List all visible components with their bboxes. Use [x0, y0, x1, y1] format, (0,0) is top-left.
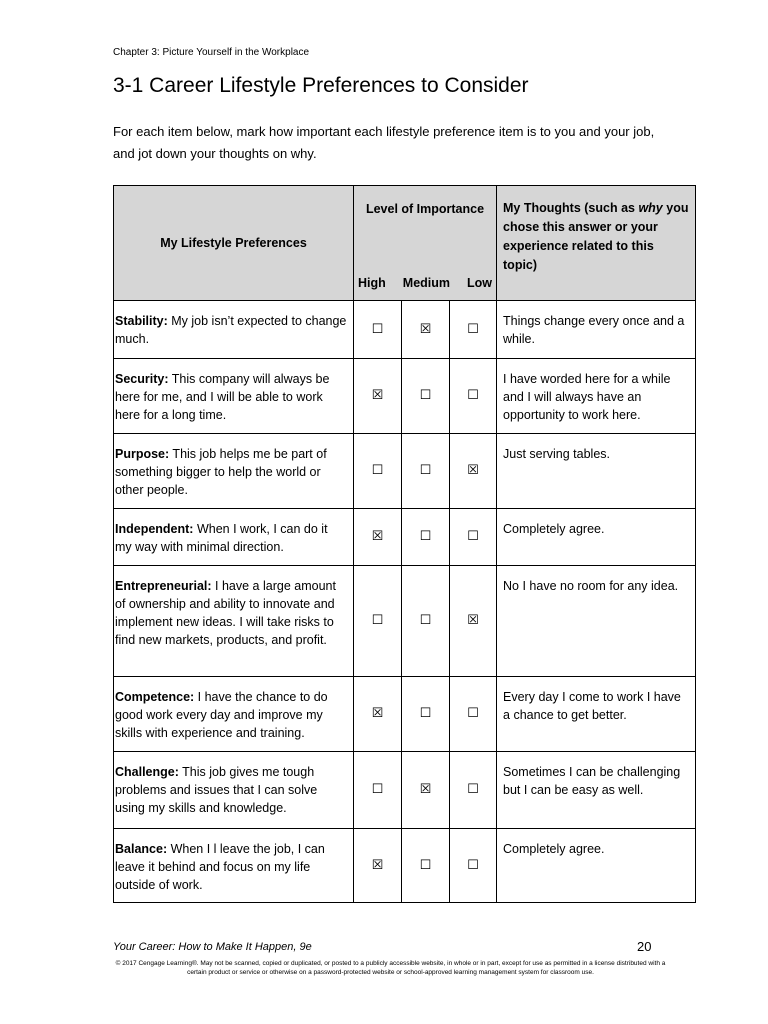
importance-medium-checkbox[interactable]: ☐ [402, 509, 450, 566]
importance-high-checkbox[interactable]: ☒ [354, 829, 402, 903]
thoughts-cell: No I have no room for any idea. [497, 566, 696, 677]
preference-cell [114, 301, 354, 359]
importance-medium-checkbox[interactable]: ☐ [402, 677, 450, 752]
thoughts-cell: Completely agree. [497, 829, 696, 903]
importance-medium-checkbox[interactable]: ☐ [402, 829, 450, 903]
header-preferences: My Lifestyle Preferences [114, 186, 354, 301]
thoughts-cell: Completely agree. [497, 509, 696, 566]
preference-label: Security: [115, 372, 169, 386]
importance-medium-checkbox[interactable]: ☐ [402, 359, 450, 434]
header-high: High [358, 276, 386, 290]
header-level-of-importance [354, 186, 497, 301]
table-row [114, 509, 696, 566]
importance-medium-checkbox[interactable]: ☒ [402, 752, 450, 829]
importance-low-checkbox[interactable]: ☐ [450, 509, 497, 566]
preference-label: Competence: [115, 690, 195, 704]
table-header-row [114, 186, 696, 301]
importance-low-checkbox[interactable]: ☐ [450, 677, 497, 752]
header-my-thoughts: My Thoughts (such as why you chose this answer or your experience related to this topic) [497, 186, 696, 301]
preference-cell [114, 359, 354, 434]
table-row [114, 566, 696, 677]
preference-cell [114, 434, 354, 509]
preference-cell [114, 509, 354, 566]
table-row [114, 301, 696, 359]
table-row [114, 677, 696, 752]
preference-cell [114, 677, 354, 752]
thoughts-cell: I have worded here for a while and I will always have an opportunity to work here. [497, 359, 696, 434]
preference-description: I have the chance to do good work every day and improve my skills with experience and training. [115, 690, 328, 740]
table-row [114, 752, 696, 829]
preference-label: Balance: [115, 842, 168, 856]
preferences-table [113, 185, 696, 903]
importance-low-checkbox[interactable]: ☐ [450, 752, 497, 829]
page-title: 3-1 Career Lifestyle Preferences to Consider [113, 74, 529, 97]
preference-description: This company will always be here for me, and I will be able to work here for a long time. [115, 372, 330, 422]
importance-high-checkbox[interactable]: ☐ [354, 752, 402, 829]
thoughts-cell: Every day I come to work I have a chance to get better. [497, 677, 696, 752]
preference-description: When I l leave the job, I can leave it behind and focus on my life outside of work. [115, 842, 325, 892]
importance-low-checkbox[interactable]: ☒ [450, 434, 497, 509]
header-low: Low [467, 276, 493, 290]
preference-description: This job gives me tough problems and issues that I can solve using my skills and knowledge. [115, 765, 318, 815]
importance-medium-checkbox[interactable]: ☐ [402, 566, 450, 677]
table-row [114, 829, 696, 903]
preference-label: Independent: [115, 522, 194, 536]
thoughts-cell: Just serving tables. [497, 434, 696, 509]
preference-label: Stability: [115, 314, 168, 328]
preference-cell [114, 566, 354, 677]
table-row [114, 359, 696, 434]
copyright-notice: © 2017 Cengage Learning®. May not be scanned, copied or duplicated, or posted to a publicly accessible website, in whole or in part, except for use as permitted in a license distributed with a certain product or service or otherwise on a password-protected website or school-approved learning management system for classroom use. [115, 960, 666, 976]
importance-high-checkbox[interactable]: ☐ [354, 301, 402, 359]
thoughts-cell: Sometimes I can be challenging but I can be easy as well. [497, 752, 696, 829]
importance-medium-checkbox[interactable]: ☐ [402, 434, 450, 509]
header-medium: Medium [402, 276, 451, 290]
importance-high-checkbox[interactable]: ☐ [354, 434, 402, 509]
thoughts-cell: Things change every once and a while. [497, 301, 696, 359]
importance-low-checkbox[interactable]: ☒ [450, 566, 497, 677]
footer-book-title: Your Career: How to Make It Happen, 9e [113, 941, 312, 953]
preference-description: When I work, I can do it my way with minimal direction. [115, 522, 328, 554]
preference-cell [114, 752, 354, 829]
preference-cell [114, 829, 354, 903]
table-row [114, 434, 696, 509]
preference-label: Purpose: [115, 447, 170, 461]
importance-low-checkbox[interactable]: ☐ [450, 359, 497, 434]
preference-description: I have a large amount of ownership and ability to innovate and implement new ideas. I will take risks to find new markets, products, and profit. [115, 579, 336, 647]
chapter-heading: Chapter 3: Picture Yourself in the Workplace [113, 47, 310, 58]
preference-label: Challenge: [115, 765, 179, 779]
importance-low-checkbox[interactable]: ☐ [450, 829, 497, 903]
importance-high-checkbox[interactable]: ☒ [354, 677, 402, 752]
page-number: 20 [637, 939, 652, 954]
importance-high-checkbox[interactable]: ☒ [354, 509, 402, 566]
header-level-title: Level of Importance [365, 202, 485, 216]
importance-medium-checkbox[interactable]: ☒ [402, 301, 450, 359]
preference-label: Entrepreneurial: [115, 579, 212, 593]
importance-low-checkbox[interactable]: ☐ [450, 301, 497, 359]
importance-high-checkbox[interactable]: ☒ [354, 359, 402, 434]
importance-high-checkbox[interactable]: ☐ [354, 566, 402, 677]
instructions: For each item below, mark how important each lifestyle preference item is to you and your job, and jot down your thoughts on why. [113, 124, 655, 161]
preference-description: My job isn’t expected to change much. [115, 314, 347, 346]
preference-description: This job helps me be part of something bigger to help the world or other people. [115, 447, 327, 497]
